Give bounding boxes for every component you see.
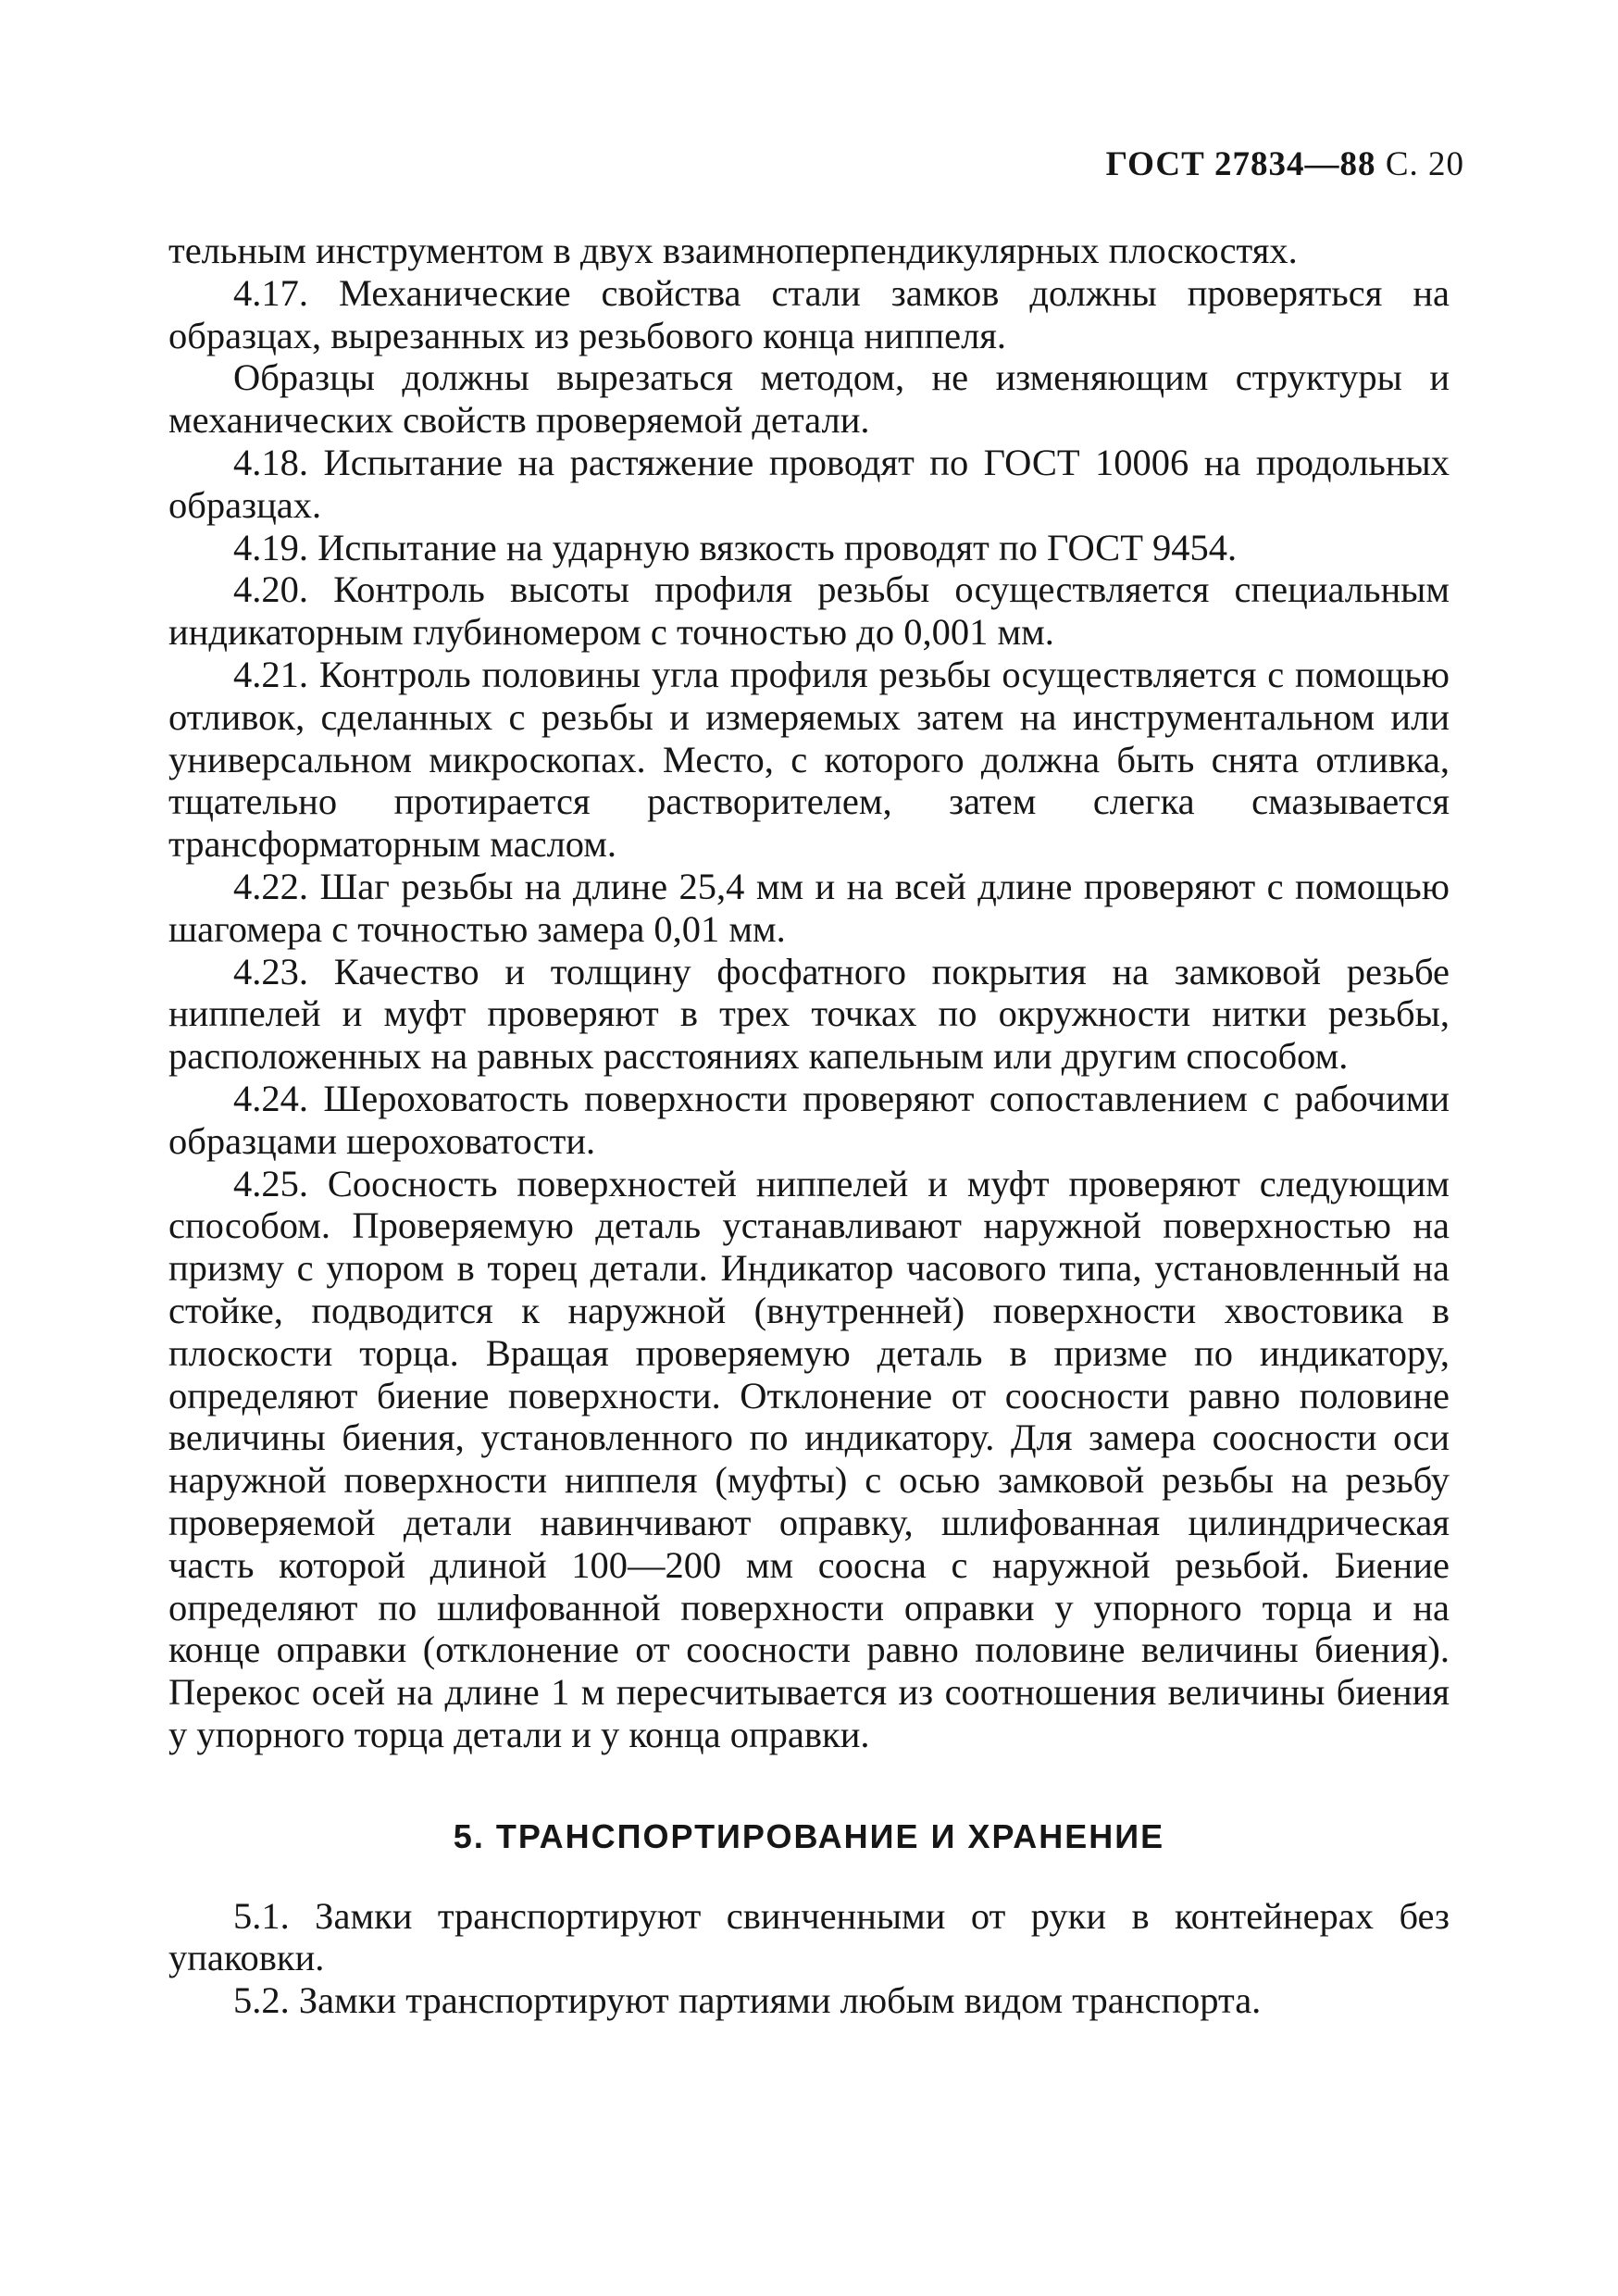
- paragraph-continuation: тельным инструментом в двух взаимноперпендикулярных плоскостях.: [168, 230, 1298, 271]
- body-text: [168, 230, 1450, 2022]
- page-number: С. 20: [1385, 145, 1464, 183]
- paragraph-4-18: 4.18. Испытание на растяжение проводят по ГОСТ 10006 на продольных образцах.: [168, 441, 1450, 526]
- standard-number: ГОСТ 27834—88: [1105, 145, 1376, 183]
- paragraph-4-24: 4.24. Шероховатость поверхности проверяют сопоставлением с рабочими образцами шероховатости.: [168, 1077, 1450, 1162]
- paragraph-4-17: 4.17. Механические свойства стали замков должны проверяться на образцах, вырезанных из резьбового конца ниппеля.: [168, 271, 1450, 356]
- paragraph-4-19: 4.19. Испытание на ударную вязкость проводят по ГОСТ 9454.: [233, 526, 1238, 568]
- section-title: 5. ТРАНСПОРТИРОВАНИЕ И ХРАНЕНИЕ: [453, 1816, 1165, 1855]
- paragraph-4-22: 4.22. Шаг резьбы на длине 25,4 мм и на всей длине проверяют с помощью шагомера с точностью замера 0,01 мм.: [168, 865, 1450, 950]
- paragraph-5-1: 5.1. Замки транспортируют свинченными от руки в контейнерах без упаковки.: [168, 1894, 1450, 1979]
- paragraph-5-2: 5.2. Замки транспортируют партиями любым видом транспорта.: [233, 1979, 1262, 2022]
- paragraph-4-21: 4.21. Контроль половины угла профиля резьбы осуществляется с помощью отливок, сделанных с резьбы и измеряемых затем на инструментальном или универсальном микроскопах. Место, с которого должна быть снята отливка, тщательно протирается растворителем, затем слегка смазывается трансформаторным маслом.: [168, 653, 1450, 866]
- paragraph-4-20: 4.20. Контроль высоты профиля резьбы осуществляется специальным индикаторным глубиномером с точностью до 0,001 мм.: [168, 568, 1450, 654]
- page-header: [1106, 144, 1464, 184]
- paragraph-4-23: 4.23. Качество и толщину фосфатного покрытия на замковой резьбе ниппелей и муфт проверяют в трех точках по окружности нитки резьбы, расположенных на равных расстояниях капельным или другим способом.: [168, 950, 1450, 1078]
- paragraph-4-17-samples: Образцы должны вырезаться методом, не изменяющим структуры и механических свойств проверяемой детали.: [168, 356, 1450, 442]
- paragraph-4-25: 4.25. Соосность поверхностей ниппелей и муфт проверяют следующим способом. Проверяемую деталь устанавливают наружной поверхностью на призму с упором в торец детали. Индикатор часового типа, установленный на стойке, подводится к наружной (внутренней) поверхности хвостовика в плоскости торца. Вращая проверяемую деталь в призме по индикатору, определяют биение поверхности. Отклонение от соосности равно половине величины биения, установленного по индикатору. Для замера соосности оси наружной поверхности ниппеля (муфты) с осью замковой резьбы на резьбу проверяемой детали навинчивают оправку, шлифованная цилиндрическая часть которой длиной 100—200 мм соосна с наружной резьбой. Биение определяют по шлифованной поверхности оправки у упорного торца и на конце оправки (отклонение от соосности равно половине величины биения). Перекос осей на длине 1 м пересчитывается из соотношения величины биения у упорного торца детали и у конца оправки.: [168, 1162, 1450, 1755]
